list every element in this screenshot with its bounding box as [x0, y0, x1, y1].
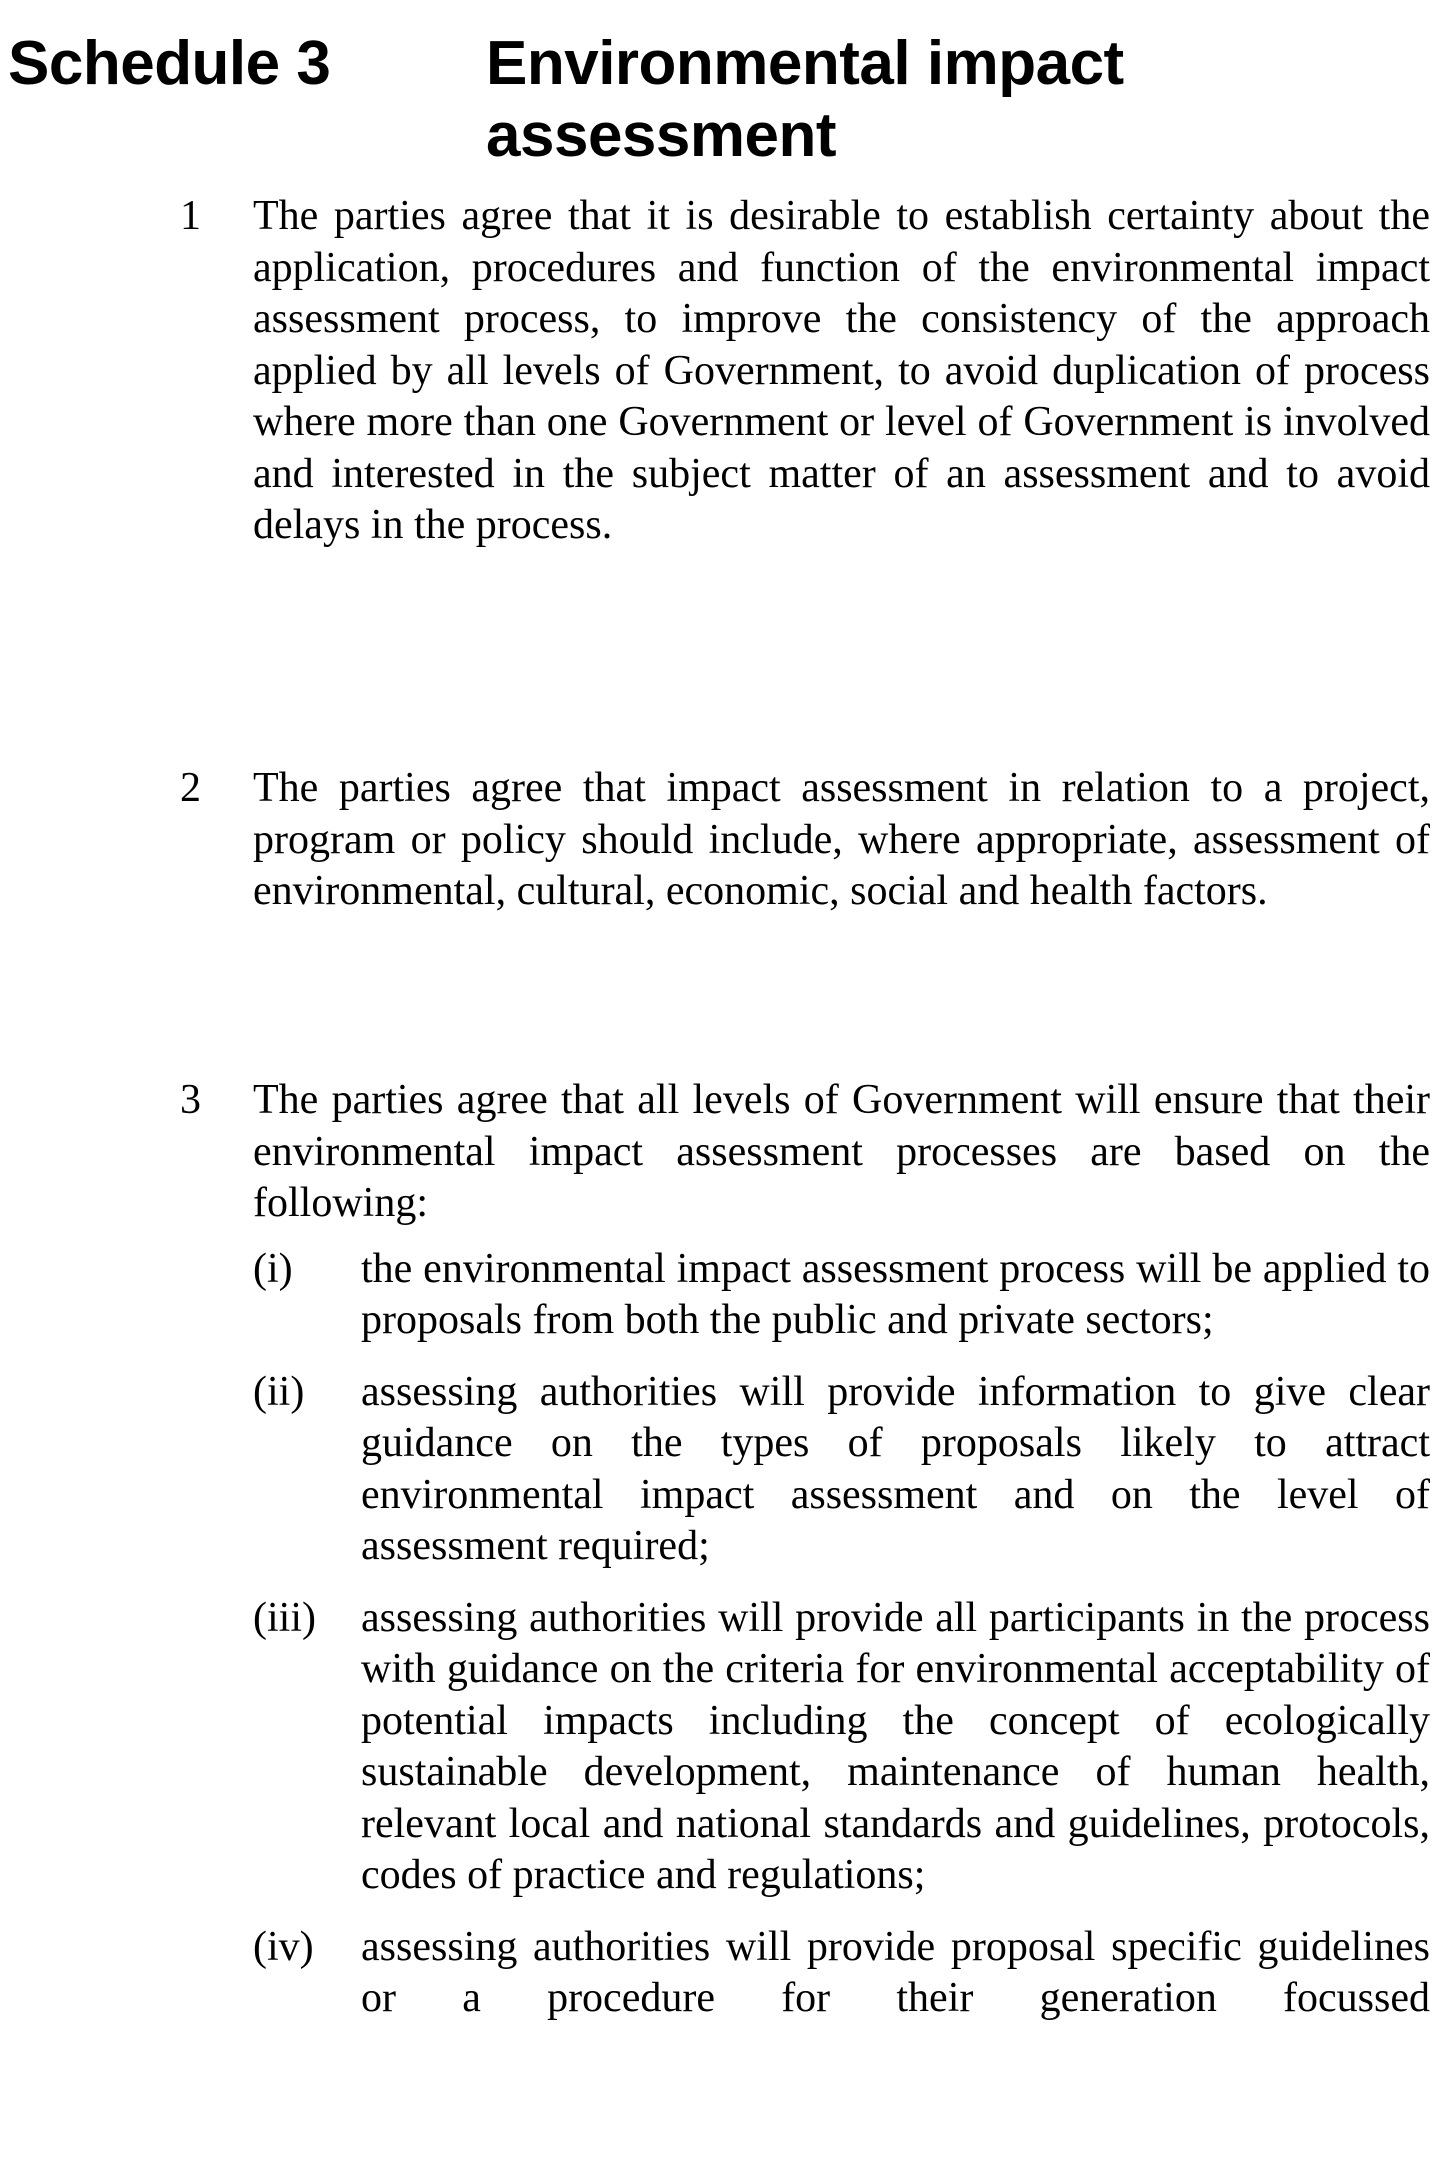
- sub-item-ii: [180, 1367, 1430, 1573]
- paragraph-number: 2: [180, 765, 201, 811]
- sub-item-number: (iii): [253, 1594, 316, 1641]
- sub-item-iv: [180, 1922, 1430, 2025]
- sub-item-text: assessing authorities will provide all participants in the process with guidance on the criteria for environmental acceptability of potential impacts including the concept of ecologically sustainable development, maintenance of human health, relevant local and national standards and guidelines, protocols, codes of practice and regulations;: [361, 1594, 1430, 1898]
- paragraph-text: The parties agree that impact assessment in relation to a project, program or policy should include, where appropriate, assessment of environmental, cultural, economic, social and health factors.: [253, 765, 1430, 914]
- paragraph-3: [180, 1075, 1430, 2045]
- paragraph-number: 3: [180, 1077, 201, 1123]
- schedule-title: Environmental impact assessment: [486, 29, 1124, 170]
- paragraph-text: The parties agree that all levels of Government will ensure that their environmental impact assessment processes are based on the following:: [253, 1077, 1430, 1226]
- sub-item-text: the environmental impact assessment process will be applied to proposals from both the public and private sectors;: [361, 1245, 1430, 1343]
- sub-item-number: (i): [253, 1245, 293, 1292]
- sub-item-list: [180, 1244, 1430, 2025]
- schedule-label: Schedule 3: [8, 29, 331, 98]
- paragraph-1: [180, 191, 1430, 552]
- sub-item-text: assessing authorities will provide information to give clear guidance on the types of proposals likely to attract environmental impact assessment and on the level of assessment required;: [361, 1368, 1430, 1569]
- sub-item-text: assessing authorities will provide proposal specific guidelines or a procedure for their generation focussed: [361, 1923, 1430, 2021]
- paragraph-text: The parties agree that it is desirable to establish certainty about the application, procedures and function of the environmental impact assessment process, to improve the consistency of the approach applied by all levels of Government, to avoid duplication of process where more than one Government or level of Government is involved and interested in the subject matter of an assessment and to avoid delays in the process.: [253, 193, 1430, 548]
- sub-item-number: (ii): [253, 1368, 305, 1415]
- paragraph-number: 1: [180, 193, 201, 239]
- paragraph-2: [180, 763, 1430, 918]
- sub-item-iii: [180, 1593, 1430, 1902]
- sub-item-i: [180, 1244, 1430, 1347]
- sub-item-number: (iv): [253, 1923, 314, 1970]
